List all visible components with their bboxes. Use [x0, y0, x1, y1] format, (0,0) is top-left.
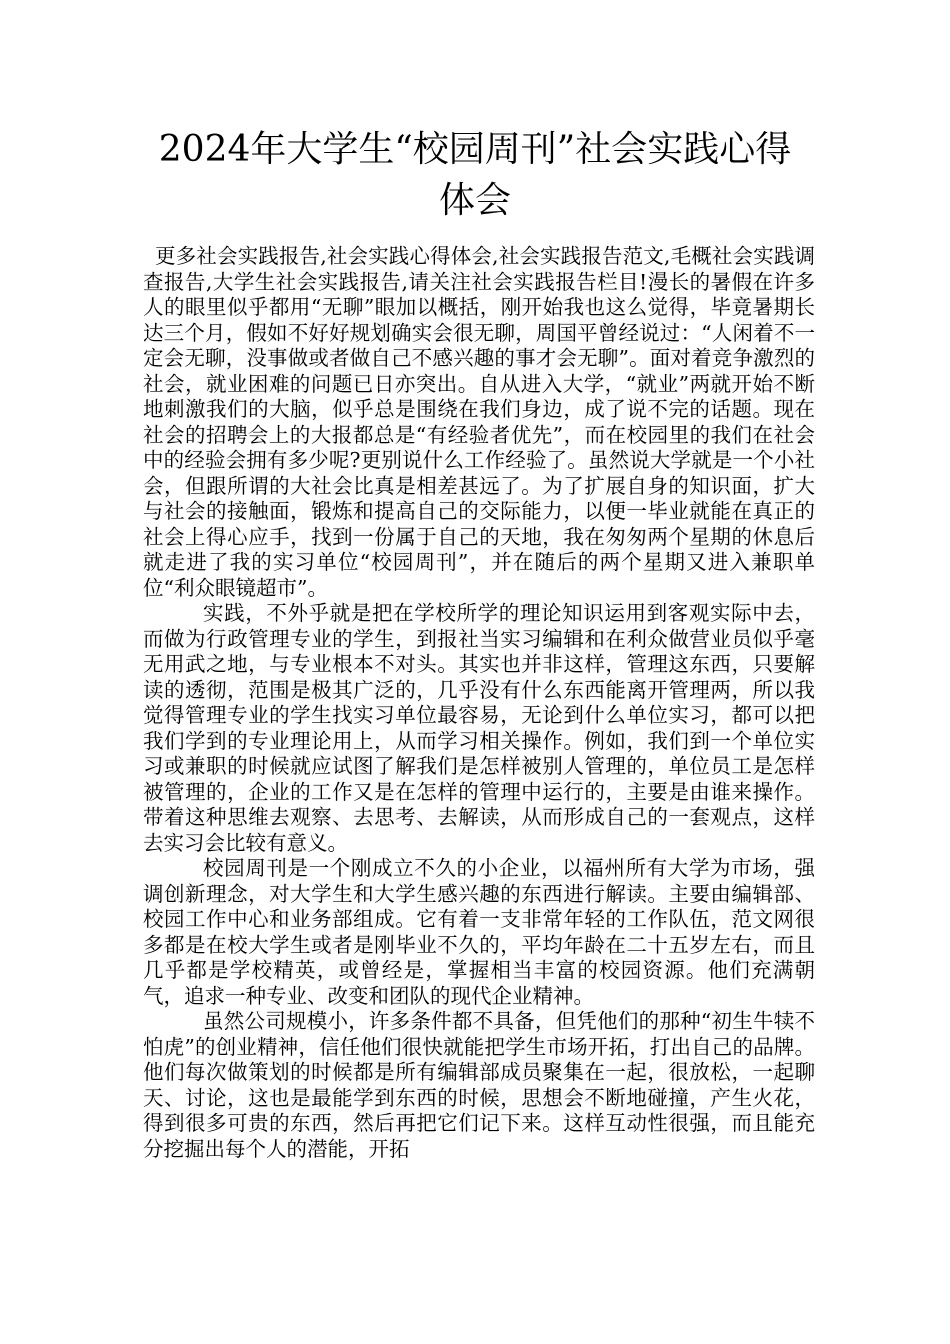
- paragraph-4: 虽然公司规模小，许多条件都不具备，但凭他们的那种“初生牛犊不怕虎”的创业精神，信任他们很快就能把学生市场开拓，打出自己的品牌。他们每次做策划的时候都是所有编辑部成员聚集在一起，很放松，一起聊天、讨论，这也是最能学到东西的时候，思想会不断地碰撞，产生火花，得到很多可贵的东西，然后再把它们记下来。这样互动性很强，而且能充分挖掘出每个人的潜能，开拓: [143, 1009, 815, 1161]
- paragraph-1: 更多社会实践报告,社会实践心得体会,社会实践报告范文,毛概社会实践调查报告,大学生社会实践报告,请关注社会实践报告栏目!漫长的暑假在许多人的眼里似乎都用“无聊”眼加以概括，刚开始我也这么觉得，毕竟暑期长达三个月，假如不好好规划确实会很无聊，周国平曾经说过：“人闲着不一定会无聊，没事做或者做自己不感兴趣的事才会无聊”。面对着竞争激烈的社会，就业困难的问题已日亦突出。自从进入大学，“就业”两就开始不断地刺激我们的大脑，似乎总是围绕在我们身边，成了说不完的话题。现在社会的招聘会上的大报都总是“有经验者优先”，而在校园里的我们在社会中的经验会拥有多少呢?更别说什么工作经验了。虽然说大学就是一个小社会，但跟所谓的大社会比真是相差甚远了。为了扩展自身的知识面，扩大与社会的接触面，锻炼和提高自己的交际能力，以便一毕业就能在真正的社会上得心应手，找到一份属于自己的天地，我在匆匆两个星期的休息后就走进了我的实习单位“校园周刊”，并在随后的两个星期又进入兼职单位“利众眼镜超市”。: [143, 244, 815, 600]
- title-line-1: 2024年大学生“校园周刊”社会实践心得: [158, 129, 792, 170]
- paragraph-2: 实践，不外乎就是把在学校所学的理论知识运用到客观实际中去，而做为行政管理专业的学生，到报社当实习编辑和在利众做营业员似乎毫无用武之地，与专业根本不对头。其实也并非这样，管理这东西，只要解读的透彻，范围是极其广泛的，几乎没有什么东西能离开管理两，所以我觉得管理专业的学生找实习单位最容易，无论到什么单位实习，都可以把我们学到的专业理论用上，从而学习相关操作。例如，我们到一个单位实习或兼职的时候就应试图了解我们是怎样被别人管理的，单位员工是怎样被管理的，企业的工作又是在怎样的管理中运行的，主要是由谁来操作。带着这种思维去观察、去思考、去解读，从而形成自己的一套观点，这样去实习会比较有意义。: [143, 601, 815, 855]
- paragraph-3: 校园周刊是一个刚成立不久的小企业，以福州所有大学为市场，强调创新理念，对大学生和大学生感兴趣的东西进行解读。主要由编辑部、校园工作中心和业务部组成。它有着一支非常年轻的工作队伍，范文网很多都是在校大学生或者是刚毕业不久的，平均年龄在二十五岁左右，而且几乎都是学校精英，或曾经是，掌握相当丰富的校园资源。他们充满朝气，追求一种专业、改变和团队的现代企业精神。: [143, 856, 815, 1008]
- title-line-2: 体会: [438, 180, 511, 221]
- document-title: [140, 124, 810, 226]
- document-body: [143, 244, 815, 1162]
